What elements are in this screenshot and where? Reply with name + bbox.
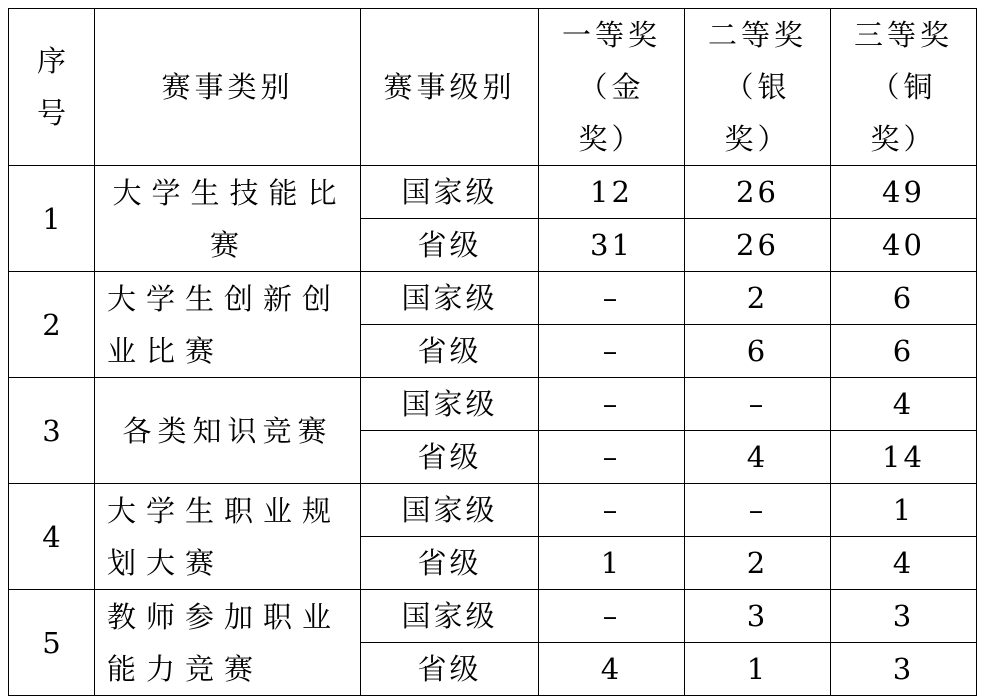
bronze-cell: 40: [831, 219, 977, 272]
table-row: [9, 590, 977, 643]
gold-cell: 1: [539, 537, 685, 590]
silver-cell: 4: [685, 431, 831, 484]
gold-cell: –: [539, 590, 685, 643]
level-cell: 省级: [361, 431, 539, 484]
gold-cell: –: [539, 484, 685, 537]
level-cell: 国家级: [361, 166, 539, 219]
gold-cell: 31: [539, 219, 685, 272]
category-cell: 大学生技能比赛: [95, 166, 361, 272]
gold-cell: –: [539, 325, 685, 378]
header-level: 赛事级别: [361, 9, 539, 166]
silver-cell: –: [685, 378, 831, 431]
table-row: [9, 484, 977, 537]
level-cell: 国家级: [361, 590, 539, 643]
gold-cell: 4: [539, 643, 685, 696]
row-number: 5: [9, 590, 95, 696]
silver-cell: 26: [685, 166, 831, 219]
category-cell: 教师参加职业能力竞赛: [95, 590, 361, 696]
silver-cell: –: [685, 484, 831, 537]
table-row: [9, 166, 977, 219]
bronze-cell: 49: [831, 166, 977, 219]
level-cell: 省级: [361, 537, 539, 590]
category-cell: 各类知识竞赛: [95, 378, 361, 484]
bronze-cell: 3: [831, 590, 977, 643]
header-gold: 一等奖 （金 奖）: [539, 9, 685, 166]
header-bronze: 三等奖 （铜 奖）: [831, 9, 977, 166]
bronze-cell: 6: [831, 325, 977, 378]
header-category: 赛事类别: [95, 9, 361, 166]
row-number: 2: [9, 272, 95, 378]
level-cell: 省级: [361, 325, 539, 378]
bronze-cell: 4: [831, 537, 977, 590]
gold-cell: 12: [539, 166, 685, 219]
header-silver: 二等奖 （银 奖）: [685, 9, 831, 166]
bronze-cell: 14: [831, 431, 977, 484]
silver-cell: 2: [685, 537, 831, 590]
bronze-cell: 1: [831, 484, 977, 537]
gold-cell: –: [539, 272, 685, 325]
row-number: 4: [9, 484, 95, 590]
row-number: 1: [9, 166, 95, 272]
gold-cell: –: [539, 378, 685, 431]
silver-cell: 1: [685, 643, 831, 696]
table-row: [9, 378, 977, 431]
bronze-cell: 3: [831, 643, 977, 696]
silver-cell: 3: [685, 590, 831, 643]
gold-cell: –: [539, 431, 685, 484]
silver-cell: 26: [685, 219, 831, 272]
level-cell: 国家级: [361, 484, 539, 537]
level-cell: 国家级: [361, 272, 539, 325]
row-number: 3: [9, 378, 95, 484]
category-cell: 大学生职业规划大赛: [95, 484, 361, 590]
header-row: [9, 9, 977, 166]
table-row: [9, 272, 977, 325]
level-cell: 省级: [361, 219, 539, 272]
silver-cell: 6: [685, 325, 831, 378]
bronze-cell: 4: [831, 378, 977, 431]
silver-cell: 2: [685, 272, 831, 325]
bronze-cell: 6: [831, 272, 977, 325]
awards-table: [8, 8, 977, 696]
header-seq: 序 号: [9, 9, 95, 166]
level-cell: 省级: [361, 643, 539, 696]
level-cell: 国家级: [361, 378, 539, 431]
category-cell: 大学生创新创业比赛: [95, 272, 361, 378]
